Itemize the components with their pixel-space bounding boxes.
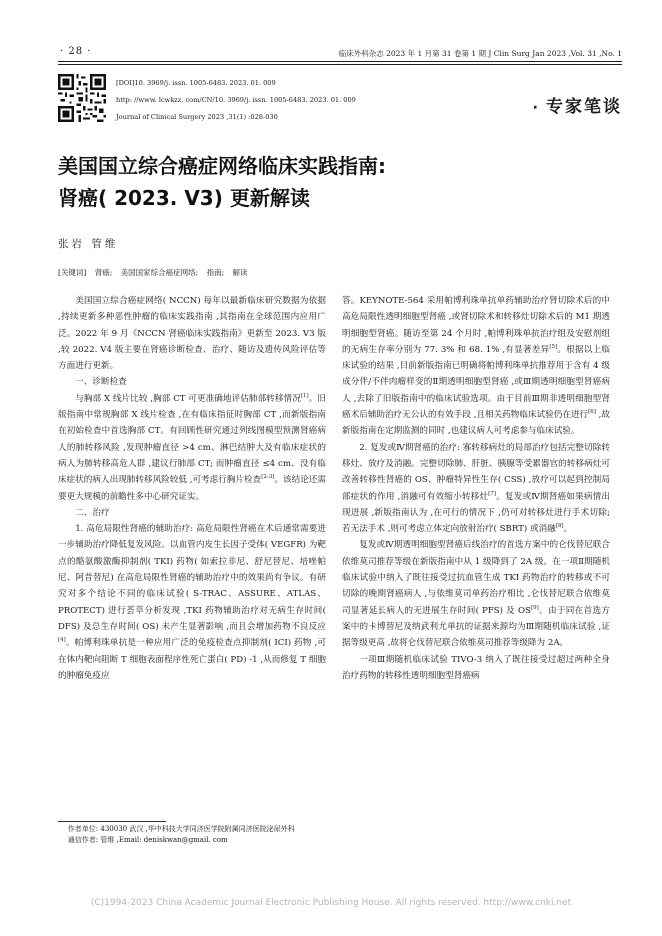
paragraph: 1. 高危局限性肾癌的辅助治疗: 高危局限性肾癌在术后通常需要进一步辅助治疗降低复发风险。以血管内皮生长因子受体( VEGFR) 为靶点的酪氨酸激酶抑制剂( TKI) 药物( 如索拉非尼、舒尼替尼、培唑帕尼、阿昔替尼) 在高危局限性肾癌的辅助治疗中的效果尚有争议。有研究对多个结论不同的临床试验( S-TRAC、ASSURE、ATLAS、PROTECT) 进行荟萃分析发现 ,TKI 药物辅助治疗对无病生存时间( DFS) 及总生存时间( OS) 未产生显著影响 ,而且会增加药物不良反应[4]。帕博利珠单抗是一种应用广泛的免疫检查点抑制剂( ICI) 药物 ,可在体内靶向阻断 T 细胞表面程序性死亡蛋白( PD) -1 ,从而修复 T 细胞的肿瘤免疫应 <box>58 524 326 681</box>
title-line-2: 肾癌( 2023. V3) 更新解读 <box>58 186 310 210</box>
title-line-1: 美国国立综合癌症网络临床实践指南: <box>58 154 386 178</box>
column-tag-label: 专家笔谈 <box>546 97 622 117</box>
author-affiliation: 作者单位: 430030 武汉 ,华中科技大学同济医学院附属同济医院泌尿外科 <box>67 825 295 833</box>
keywords-label: [关键词] <box>58 268 87 277</box>
page-number: · 28 · <box>60 46 92 57</box>
footnote <box>58 824 326 846</box>
header-rule-thin <box>58 64 622 65</box>
copyright-watermark: (C)1994-2023 China Academic Journal Electronic Publishing House. All rights reserved. http://www.cnki.net <box>90 898 572 908</box>
article-title <box>58 150 386 214</box>
section-heading: 二、治疗 <box>75 507 110 518</box>
paragraph: 美国国立综合癌症网络( NCCN) 每年以最新临床研究数据为依据 ,持续更新多种恶性肿瘤的临床实践指南 ,其指南在全球范围内应用广泛。2022 年 9 月《NCCN 肾癌临床实践指南》更新至 2023. V3 版 ,较 2022. V4 版主要在肾癌诊断检查、治疗、随访及遗传风险评估等方面进行更新。 <box>58 296 326 372</box>
citation-line: Journal of Clinical Surgery 2023 ,31(1) :028-030 <box>116 113 278 121</box>
citation-ref: [1] <box>300 392 309 399</box>
keyword: 解读 <box>232 268 248 277</box>
right-column <box>342 293 610 684</box>
citation-ref: [2-3] <box>261 474 275 481</box>
citation-ref: [7] <box>488 490 496 497</box>
citation-ref: [9] <box>530 604 539 611</box>
keyword: 指南; <box>206 268 225 277</box>
keyword: 肾癌; <box>94 268 113 277</box>
paragraph: 复发或Ⅳ期透明细胞型肾癌后线治疗的首选方案中的仑伐替尼联合依维莫司推荐等级在新版指南中从 1 级降到了 2A 级。在一项Ⅱ期随机临床试验中纳入了既往接受过抗血管生成 TKI 药物治疗的转移或不可切除的晚期肾癌病人 ,与依维莫司单药治疗相比 ,仑伐替尼联合依维莫司显著延长病人的无进展生存时间( PFS) 及 OS[9]。由于同在首选方案中的卡博替尼及纳武利尤单抗的证据来源均为Ⅲ期随机临床试验 ,证据等级更高 ,故将仑伐替尼联合依维莫司推荐等级降为 2A。 <box>342 540 610 649</box>
citation-ref: [5] <box>549 344 558 351</box>
keywords <box>58 267 248 278</box>
journal-header: 临床外科杂志 2023 年 1 月第 31 卷第 1 期 J Clin Surg Jan 2023 ,Vol. 31 ,No. 1 <box>338 49 622 58</box>
section-heading: 一、诊断检查 <box>75 377 127 388</box>
paragraph: 2. 复发或Ⅳ期肾癌的治疗: 寡转移病灶的局部治疗包括完整切除转移灶、放疗及消融。完整切除肺、肝脏、胰腺等受累器官的转移病灶可改善转移性肾癌的 OS、肿瘤特异性生存( CSS) ,放疗可以起到控制局部症状的作用 ,消融可有效缩小转移灶[7]。复发或Ⅳ期肾癌如果病情出现进展 ,新版指南认为 ,在可行的情况下 ,仍可对转移灶进行手术切除; 若无法手术 ,则可考虑立体定向放射治疗( SBRT) 或消融[8]。 <box>342 442 610 535</box>
citation-ref: [4] <box>58 637 66 644</box>
column-tag-dot: · <box>532 100 540 116</box>
doi-line: [DOI]10. 3969/j. issn. 1005-6483. 2023. 01. 009 <box>116 79 276 87</box>
paragraph: 一项Ⅲ期随机临床试验 TIVO-3 纳入了既往接受过超过两种全身治疗药物的转移性透明细胞型肾癌病 <box>342 654 610 681</box>
keyword: 美国国家综合癌症网络; <box>120 268 199 277</box>
qr-code-icon <box>58 74 106 122</box>
header-rule <box>58 61 622 62</box>
citation-ref: [6] <box>588 409 596 416</box>
citation-ref: [8] <box>555 523 564 530</box>
authors: 张岩 管维 <box>58 238 119 250</box>
footnote-rule <box>58 821 166 822</box>
paragraph: 答。KEYNOTE-564 采用帕博利珠单抗单药辅助治疗肾切除术后的中高危局限性透明细胞型肾癌 ,或肾切除术和转移灶切除术后的 M1 期透明细胞型肾癌。随访至第 24 个月时 ,帕博利珠单抗治疗组及安慰剂组的无病生存率分别为 77. 3% 和 68. 1% ,有显著差异[5]。根据以上临床试验的结果 ,目前新版指南已明确将帕博利珠单抗推荐用于含有 4 级成分伴/不伴肉瘤样变的Ⅱ期透明细胞型肾癌 ,或Ⅲ期透明细胞型肾癌病人 ,去除了旧版指南中的临床试验选项。由于目前Ⅲ期非透明细胞型肾癌术后辅助治疗无公认的有效手段 ,且相关药物临床试验仍在进行[6] ,故新版指南在定期监测的同时 ,也建议病人可考虑参与临床试验。 <box>342 296 610 437</box>
column-tag <box>533 92 622 117</box>
article-url: http: //www. lcwkzz. com/CN/10. 3969/j. issn. 1005-6483. 2023. 01. 009 <box>116 96 356 104</box>
corresponding-author: 通信作者: 管维 ,Email: deniskwan@gmail. com <box>67 836 228 844</box>
left-column <box>58 293 326 684</box>
paragraph: 与胸部 X 线片比较 ,胸部 CT 可更准确地评估肺部转移情况[1]。旧版指南中常规胸部 X 线片检查 ,在有临床指征时胸部 CT ,而新版指南在初始检查中首选胸部 CT。有回顾性研究通过列线图模型预测肾癌病人的肺转移风险 ,发现肿瘤直径 >4 cm、淋巴结肿大及有临床症状的病人为肺转移高危人群 ,建议行肺部 CT; 而肿瘤直径 ≤4 cm、没有临床症状的病人出现肺转移风险较低 ,可考虑行胸片检查[2-3]。该结论还需要更大规模的前瞻性多中心研究证实。 <box>58 392 326 502</box>
